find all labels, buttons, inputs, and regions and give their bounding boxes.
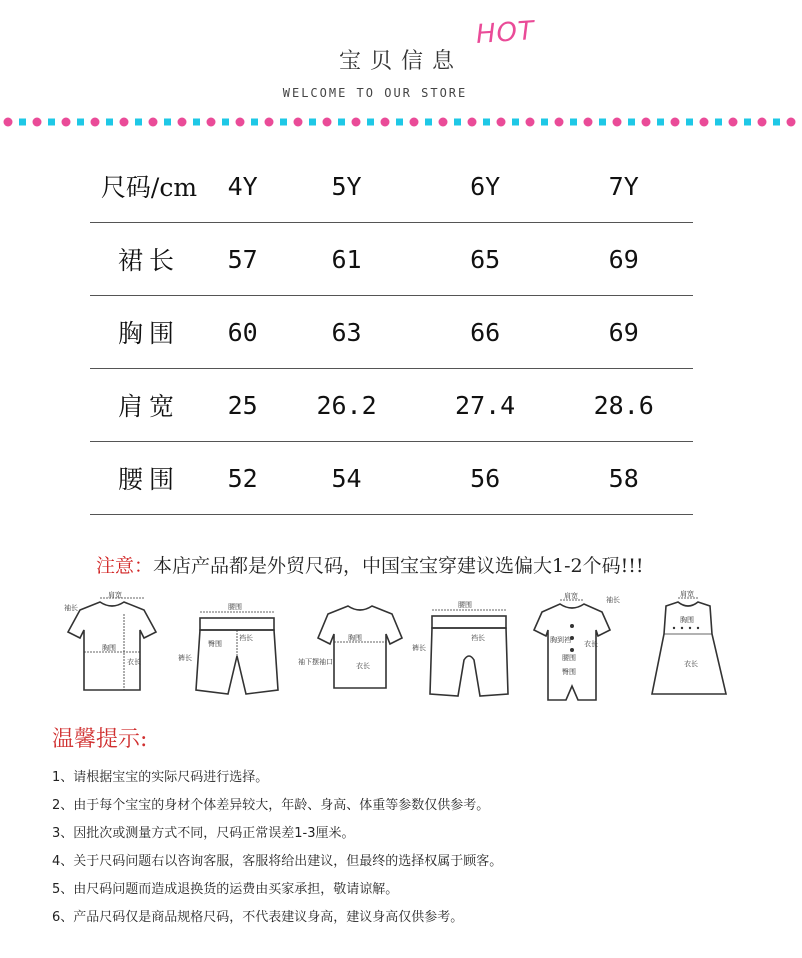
blue-square bbox=[657, 119, 664, 126]
table-row bbox=[90, 296, 693, 369]
diagram-label: 臀围 bbox=[562, 668, 576, 676]
table-cell: 61 bbox=[277, 223, 416, 296]
pink-dot bbox=[671, 118, 680, 127]
pink-dot bbox=[584, 118, 593, 127]
tip-item: 2、由于每个宝宝的身材个体差异较大，年龄、身高、体重等参数仅供参考。 bbox=[52, 798, 490, 813]
blue-square bbox=[425, 119, 432, 126]
table-header-row bbox=[90, 150, 693, 223]
pink-dot bbox=[526, 118, 535, 127]
pink-dot bbox=[729, 118, 738, 127]
table-cell: 60 bbox=[208, 296, 277, 369]
diagram-label: 肩宽 bbox=[680, 590, 694, 598]
table-cell: 54 bbox=[277, 442, 416, 515]
table-cell: 26.2 bbox=[277, 369, 416, 442]
header-cell: 尺码/cm bbox=[90, 150, 208, 223]
blue-square bbox=[744, 119, 751, 126]
welcome-subtitle: WELCOME TO OUR STORE bbox=[282, 86, 468, 100]
blue-square bbox=[338, 119, 345, 126]
diagram-label: 裤长 bbox=[178, 654, 192, 662]
blue-square bbox=[715, 119, 722, 126]
row-label: 胸围 bbox=[90, 296, 208, 369]
blue-square bbox=[251, 119, 258, 126]
table-row bbox=[90, 369, 693, 442]
tip-item: 4、关于尺码问题右以咨询客服，客服将给出建议，但最终的选择权属于顾客。 bbox=[52, 854, 503, 869]
diagram-label: 臀围 bbox=[208, 640, 222, 648]
diagram-label: 袖长 bbox=[606, 596, 620, 604]
pink-dot bbox=[120, 118, 129, 127]
pink-dot bbox=[555, 118, 564, 127]
pink-dot bbox=[497, 118, 506, 127]
pink-dot bbox=[439, 118, 448, 127]
diagram-label: 衣长 bbox=[684, 660, 698, 668]
dress-diagram bbox=[652, 590, 726, 694]
row-label: 腰围 bbox=[90, 442, 208, 515]
pink-dot bbox=[613, 118, 622, 127]
romper-diagram bbox=[534, 591, 620, 700]
diagram-label: 胸围 bbox=[102, 644, 116, 652]
pink-dot bbox=[4, 118, 13, 127]
diagram-label: 腰围 bbox=[228, 603, 242, 611]
tip-item: 3、因批次或测量方式不同，尺码正常误差1-3厘米。 bbox=[52, 826, 355, 841]
table-cell: 52 bbox=[208, 442, 277, 515]
diagram-label: 袖下摆袖口 bbox=[298, 658, 333, 666]
pink-dot bbox=[787, 118, 796, 127]
pink-dot bbox=[410, 118, 419, 127]
diagram-label: 胸到裆 bbox=[550, 636, 571, 644]
blue-square bbox=[773, 119, 780, 126]
pink-dot bbox=[91, 118, 100, 127]
diagram-label: 肩宽 bbox=[108, 591, 122, 599]
diagram-label: 腰围 bbox=[562, 654, 576, 662]
table-cell: 65 bbox=[416, 223, 555, 296]
table-cell: 63 bbox=[277, 296, 416, 369]
blue-square bbox=[628, 119, 635, 126]
notice-label: 注意： bbox=[96, 555, 154, 577]
pink-dot bbox=[62, 118, 71, 127]
table-cell: 25 bbox=[208, 369, 277, 442]
blue-square bbox=[164, 119, 171, 126]
blue-square bbox=[454, 119, 461, 126]
row-label: 肩宽 bbox=[90, 369, 208, 442]
tip-item: 6、产品尺码仅是商品规格尺码，不代表建议身高，建议身高仅供参考。 bbox=[52, 910, 464, 925]
tshirt-diagram bbox=[64, 590, 156, 690]
table-cell: 69 bbox=[554, 296, 693, 369]
diagram-label: 胸围 bbox=[348, 634, 362, 642]
page-title: 宝贝信息 bbox=[338, 49, 463, 74]
blue-square bbox=[541, 119, 548, 126]
pink-dot bbox=[207, 118, 216, 127]
pink-dot bbox=[294, 118, 303, 127]
blue-square bbox=[48, 119, 55, 126]
tip-item: 1、请根据宝宝的实际尺码进行选择。 bbox=[52, 770, 269, 785]
diagram-label: 裆长 bbox=[239, 634, 253, 642]
blue-square bbox=[309, 119, 316, 126]
diagram-label: 衣长 bbox=[127, 658, 141, 666]
blue-square bbox=[367, 119, 374, 126]
blue-square bbox=[686, 119, 693, 126]
diagram-label: 衣长 bbox=[584, 640, 598, 648]
pink-dot bbox=[178, 118, 187, 127]
pink-dot bbox=[700, 118, 709, 127]
notice-text: 本店产品都是外贸尺码，中国宝宝穿建议选偏大1-2个码!!! bbox=[153, 555, 644, 577]
dotted-divider bbox=[0, 115, 802, 129]
size-table bbox=[90, 150, 693, 515]
hot-badge: HOT bbox=[475, 15, 536, 51]
header-cell: 6Y bbox=[416, 150, 555, 223]
tips-list bbox=[52, 768, 502, 936]
tips-title: 温馨提示: bbox=[52, 727, 148, 752]
table-cell: 56 bbox=[416, 442, 555, 515]
pink-dot bbox=[149, 118, 158, 127]
blue-square bbox=[483, 119, 490, 126]
header-cell: 5Y bbox=[277, 150, 416, 223]
diagram-label: 裤长 bbox=[412, 644, 426, 652]
table-cell: 58 bbox=[554, 442, 693, 515]
pants-diagram bbox=[412, 600, 508, 696]
table-row bbox=[90, 442, 693, 515]
pink-dot bbox=[758, 118, 767, 127]
blue-square bbox=[77, 119, 84, 126]
blue-square bbox=[135, 119, 142, 126]
diagram-label: 胸围 bbox=[680, 616, 694, 624]
table-cell: 69 bbox=[554, 223, 693, 296]
header-cell: 4Y bbox=[208, 150, 277, 223]
blue-square bbox=[19, 119, 26, 126]
raglan-tee-diagram bbox=[298, 606, 402, 688]
blue-square bbox=[512, 119, 519, 126]
pink-dot bbox=[642, 118, 651, 127]
size-notice bbox=[96, 551, 644, 578]
pink-dot bbox=[352, 118, 361, 127]
diagram-label: 袖长 bbox=[64, 604, 78, 612]
blue-square bbox=[106, 119, 113, 126]
row-label: 裙长 bbox=[90, 223, 208, 296]
shorts-diagram bbox=[178, 602, 278, 694]
blue-square bbox=[280, 119, 287, 126]
pink-dot bbox=[236, 118, 245, 127]
diagram-label: 肩宽 bbox=[564, 592, 578, 600]
blue-square bbox=[599, 119, 606, 126]
pink-dot bbox=[323, 118, 332, 127]
header-cell: 7Y bbox=[554, 150, 693, 223]
blue-square bbox=[570, 119, 577, 126]
table-row bbox=[90, 223, 693, 296]
pink-dot bbox=[33, 118, 42, 127]
measurement-diagrams bbox=[50, 590, 770, 710]
tip-item: 5、由尺码问题而造成退换货的运费由买家承担，敬请谅解。 bbox=[52, 882, 399, 897]
pink-dot bbox=[265, 118, 274, 127]
pink-dot bbox=[468, 118, 477, 127]
blue-square bbox=[222, 119, 229, 126]
diagram-label: 裆长 bbox=[471, 634, 485, 642]
blue-square bbox=[396, 119, 403, 126]
table-cell: 57 bbox=[208, 223, 277, 296]
pink-dot bbox=[381, 118, 390, 127]
table-cell: 27.4 bbox=[416, 369, 555, 442]
table-cell: 28.6 bbox=[554, 369, 693, 442]
diagram-label: 衣长 bbox=[356, 662, 370, 670]
table-cell: 66 bbox=[416, 296, 555, 369]
blue-square bbox=[193, 119, 200, 126]
diagram-label: 腰围 bbox=[458, 601, 472, 609]
